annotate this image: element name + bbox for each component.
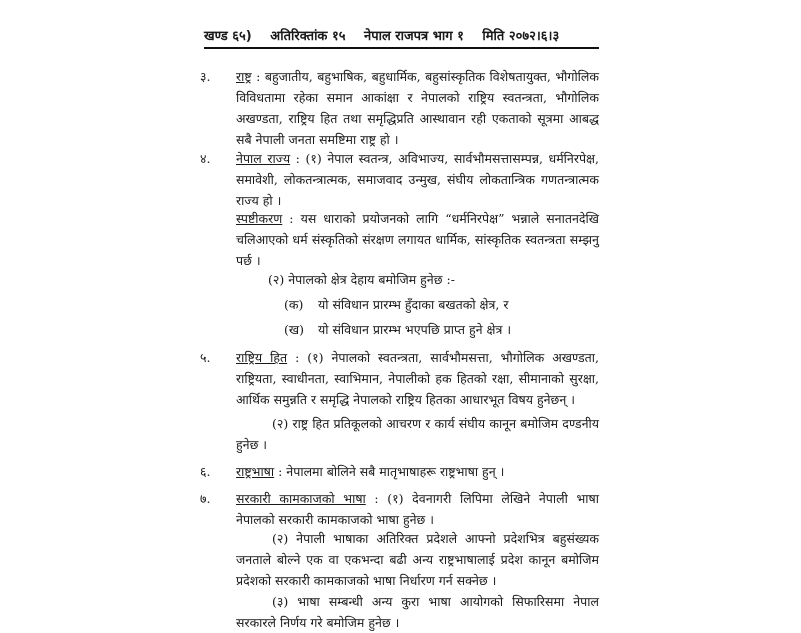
article-7-term: सरकारी कामकाजको भाषा: [236, 491, 366, 506]
article-7-number: ७.: [200, 491, 211, 506]
article-3-text: [236, 66, 599, 150]
article-4-clause-kha-text: यो संविधान प्रारम्भ भएपछि प्राप्त हुने क्षेत्र ।: [318, 322, 512, 337]
article-4-number: ४.: [200, 151, 211, 166]
article-7-body: : (१) देवनागरी लिपिमा लेखिने नेपाली भाषा नेपालको सरकारी कामकाजको भाषा हुनेछ ।: [236, 491, 599, 527]
article-5-body: : (१) नेपालको स्वतन्त्रता, सार्वभौमसत्ता, भौगोलिक अखण्डता, राष्ट्रियता, स्वाधीनता, स्वाभिमान, नेपालीको हक हितको रक्षा, सीमानाको सुरक्षा, आर्थिक समुन्नति र समृद्धि नेपालको राष्ट्रिय हितका आधारभूत विषय हुनेछन् ।: [236, 350, 599, 407]
article-3-number: ३.: [200, 69, 211, 84]
header-date: मिति २०७२।६।३: [482, 29, 560, 44]
article-4-text: [236, 148, 599, 211]
gazette-header: [204, 26, 599, 49]
article-4-explanation: [236, 208, 599, 271]
explanation-body: : यस धाराको प्रयोजनको लागि “धर्मनिरपेक्ष” भन्नाले सनातनदेखि चलिआएको धर्म संस्कृतिको संरक्षण लगायत धार्मिक, सांस्कृतिक स्वतन्त्रता सम्झनु पर्छ ।: [236, 211, 599, 268]
explanation-term: स्पष्टीकरण: [236, 211, 283, 226]
article-7-text: [236, 488, 599, 530]
article-4-clause-kha-label: (ख): [284, 322, 304, 337]
article-5-clause-2: (२) राष्ट्र हित प्रतिकूलको आचरण र कार्य संघीय कानून बमोजिम दण्डनीय हुनेछ ।: [236, 416, 599, 452]
article-4-term: नेपाल राज्य: [236, 151, 291, 166]
article-6-term: राष्ट्रभाषा: [236, 464, 275, 479]
header-extra-issue: अतिरिक्तांक १५: [270, 29, 346, 44]
article-6-number: ६.: [200, 464, 211, 479]
article-5-text: [236, 347, 599, 410]
article-6-text: [236, 461, 599, 482]
article-3-body: : बहुजातीय, बहुभाषिक, बहुधार्मिक, बहुसांस्कृतिक विशेषतायुक्त, भौगोलिक विविधतामा रहेका समान आकांक्षा र नेपालको राष्ट्रिय स्वतन्त्रता, भौगोलिक अखण्डता, राष्ट्रिय हित तथा समृद्धिप्रति आस्थावान रही एकताको सूत्रमा आबद्ध सबै नेपाली जनता समष्टिमा राष्ट्र हो ।: [236, 69, 599, 147]
article-7-clause-2: (२) नेपाली भाषाका अतिरिक्त प्रदेशले आफ्नो प्रदेशभित्र बहुसंख्यक जनताले बोल्ने एक वा एकभन्दा बढी अन्य राष्ट्रभाषालाई प्रदेश कानून बमोजिम प्रदेशको सरकारी कामकाजको भाषा निर्धारण गर्न सक्नेछ ।: [236, 531, 599, 588]
article-6-body: : नेपालमा बोलिने सबै मातृभाषाहरू राष्ट्रभाषा हुन् ।: [274, 464, 505, 479]
article-5-term: राष्ट्रिय हित: [236, 350, 288, 365]
header-volume: खण्ड ६५): [204, 29, 252, 44]
header-gazette-part: नेपाल राजपत्र भाग १: [364, 29, 464, 44]
article-7-clause-3: (३) भाषा सम्बन्धी अन्य कुरा भाषा आयोगको सिफारिसमा नेपाल सरकारले निर्णय गरे बमोजिम हुनेछ ।: [236, 594, 599, 630]
article-4-clause-ka-text: यो संविधान प्रारम्भ हुँदाका बखतको क्षेत्र, र: [318, 297, 509, 312]
article-4-clause-ka-label: (क): [284, 297, 304, 312]
article-3-term: राष्ट्र: [236, 69, 252, 84]
article-5-number: ५.: [200, 350, 211, 365]
article-4-clause-2: (२) नेपालको क्षेत्र देहाय बमोजिम हुनेछ :-: [268, 272, 455, 287]
article-4-body: : (१) नेपाल स्वतन्त्र, अविभाज्य, सार्वभौमसत्तासम्पन्न, धर्मनिरपेक्ष, समावेशी, लोकतन्त्रात्मक, समाजवाद उन्मुख, संघीय लोकतान्त्रिक गणतन्त्रात्मक राज्य हो ।: [236, 151, 599, 208]
